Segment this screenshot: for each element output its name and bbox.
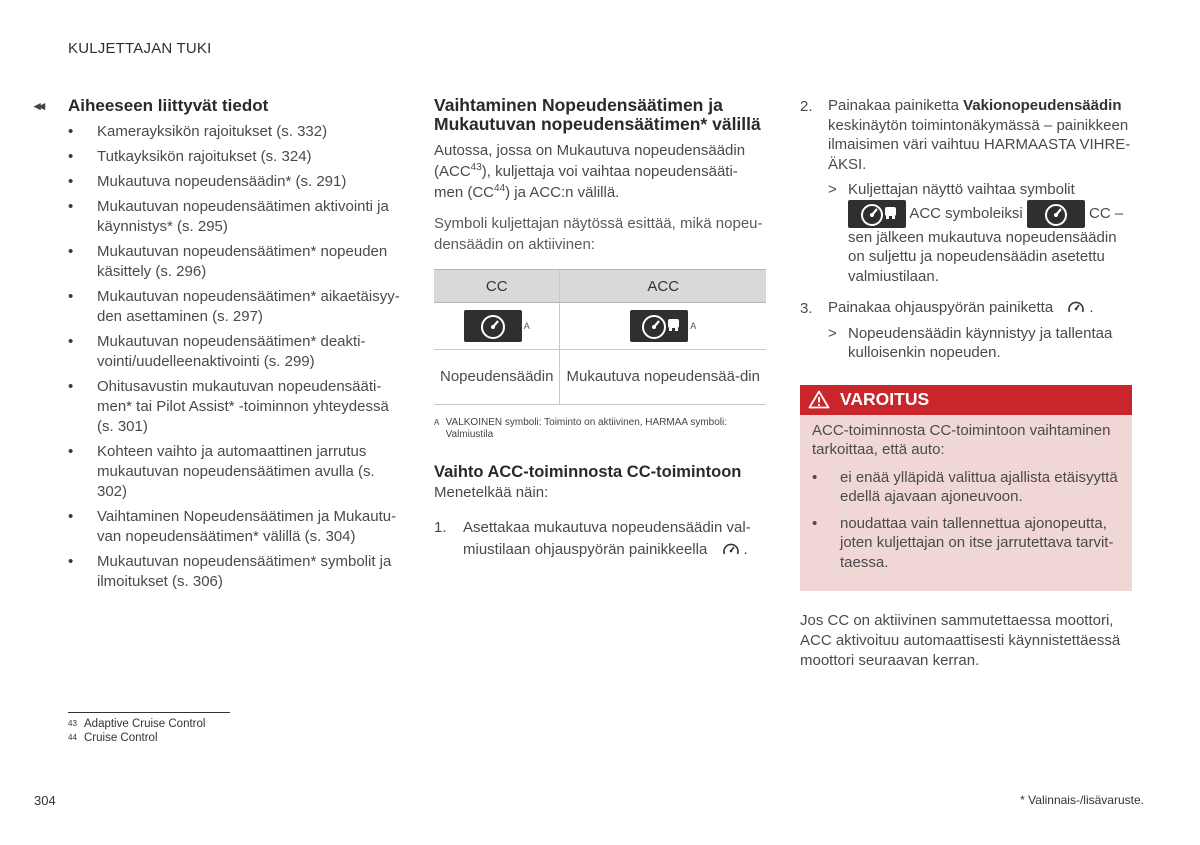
result-marker: > [828, 324, 837, 342]
bullet: • [68, 198, 74, 215]
warning-list [812, 468, 1120, 573]
symbol-table [434, 269, 766, 405]
step-2 [800, 96, 1132, 286]
result-text-b: ACC symboleiksi [906, 204, 1027, 222]
related-heading: Aiheeseen liittyvät tiedot [68, 96, 269, 115]
step-1 [434, 517, 766, 561]
related-link[interactable]: Kohteen vaihto ja automaattinen jarrutus mukautuvan nopeudensäätimen avulla (s. 302) [97, 443, 375, 500]
list-item [812, 514, 1120, 573]
footnote-ref-44[interactable]: 44 [494, 183, 506, 194]
table-footnote-marker: A [434, 418, 440, 427]
cruise-control-icon [464, 310, 522, 342]
footnote-44 [68, 731, 205, 745]
related-link[interactable]: Tutkayksikön rajoitukset (s. 324) [97, 148, 312, 165]
step-3 [800, 298, 1132, 363]
table-row [434, 303, 766, 350]
subsection-title: Vaihto ACC-toiminnosta CC-toimintoon [434, 463, 742, 481]
list-item [812, 468, 1120, 507]
bullet: • [68, 288, 74, 305]
intro-text-a: Autossa, jossa on Mukautuva nopeudensäädin (ACC [434, 142, 746, 180]
warning-title: VAROITUS [840, 389, 930, 409]
table-footnote-text: VALKOINEN symboli: Toiminto on aktiivinen, HARMAA symboli: Valmiustila [445, 417, 727, 440]
footnote-text: Adaptive Cruise Control [84, 718, 206, 730]
list-item[interactable] [34, 197, 406, 237]
page-number: 304 [34, 793, 56, 808]
footnote-43 [68, 717, 205, 731]
step-3-end: . [1089, 299, 1094, 316]
cruise-control-icon [1027, 200, 1085, 228]
after-warning-paragraph: Jos CC on aktiivinen sammutettaessa moottori, ACC aktivoituu automaattisesti käynnistettäessä moottori seuraavan kerran. [800, 612, 1121, 669]
cruise-control-button-name: Vakionopeudensäädin [963, 97, 1122, 114]
list-item[interactable] [34, 172, 406, 192]
bullet: • [68, 173, 74, 190]
step-3-text: Painakaa ohjauspyörän painiketta [828, 299, 1054, 316]
related-link[interactable]: Vaihtaminen Nopeudensäätimen ja Mukautu-van nopeudensäätimen* välillä (s. 304) [97, 508, 397, 545]
step-3-result [828, 324, 1132, 363]
list-item[interactable] [34, 122, 406, 142]
step-2-text-b: keskinäytön toimintonäkymässä – painikkeen ilmaisimen väri vaihtuu HARMAASTA VIHRE-ÄKSI. [828, 116, 1131, 173]
related-link[interactable]: Mukautuvan nopeudensäätimen* aikaetäisyy-den asettaminen (s. 297) [97, 288, 400, 325]
acc-symbol-cell [560, 303, 766, 350]
bullet: • [68, 553, 74, 570]
back-arrows-icon[interactable]: ◂◂ [34, 98, 44, 113]
steps-list [434, 517, 766, 561]
footnote-divider [68, 712, 230, 713]
bullet: • [68, 333, 74, 350]
right-column [800, 96, 1132, 671]
footnote-ref-43[interactable]: 43 [470, 162, 482, 173]
table-header-cc: CC [434, 270, 560, 303]
subsection-intro: Menetelkää näin: [434, 484, 549, 501]
list-item[interactable] [34, 507, 406, 547]
intro-text-c: ) ja ACC:n välillä. [505, 184, 620, 201]
adaptive-cruise-control-icon [630, 310, 688, 342]
related-link[interactable]: Kamerayksikön rajoitukset (s. 332) [97, 123, 328, 140]
result-text-a: Kuljettajan näyttö vaihtaa symbolit [848, 181, 1075, 198]
bullet: • [68, 508, 74, 525]
bullet: • [68, 148, 74, 165]
bullet: • [68, 378, 74, 395]
related-link[interactable]: Mukautuva nopeudensäädin* (s. 291) [97, 173, 347, 190]
list-item[interactable] [34, 147, 406, 167]
table-row [434, 350, 766, 405]
bullet: • [68, 123, 74, 140]
related-heading-row [34, 96, 406, 116]
related-link[interactable]: Mukautuvan nopeudensäätimen* deakti-vointi/uudelleenaktivointi (s. 299) [97, 333, 366, 370]
warning-item-text: ei enää ylläpidä valittua ajallista etäisyyttä edellä ajavaan ajoneuvoon. [840, 468, 1118, 505]
cc-label-cell: Nopeudensäädin [434, 350, 560, 405]
main-section [434, 96, 766, 561]
adaptive-cruise-control-icon [848, 200, 906, 228]
acc-label-cell: Mukautuva nopeudensää-din [560, 350, 766, 405]
related-link[interactable]: Mukautuvan nopeudensäätimen aktivointi ja käynnistys* (s. 295) [97, 198, 389, 235]
step-number: 3. [800, 300, 813, 317]
bullet: • [812, 468, 818, 486]
footnote-marker: 43 [68, 719, 77, 728]
warning-item-text: noudattaa vain tallennettua ajonopeutta, joten kuljettajan on itse jarrutettava tarvit-taessa. [840, 514, 1114, 571]
cc-symbol-cell [434, 303, 560, 350]
list-item[interactable] [34, 242, 406, 282]
warning-box [800, 385, 1132, 592]
page-header: KULJETTAJAN TUKI [68, 40, 212, 57]
step-1-end: . [743, 541, 748, 558]
result-marker: > [828, 181, 837, 198]
related-topics [34, 96, 406, 597]
step-number: 1. [434, 519, 447, 536]
footnote-text: Cruise Control [84, 732, 158, 744]
related-link[interactable]: Mukautuvan nopeudensäätimen* symbolit ja ilmoitukset (s. 306) [97, 553, 392, 590]
table-header-acc: ACC [560, 270, 766, 303]
step-number: 2. [800, 98, 813, 115]
warning-intro: ACC-toiminnosta CC-toimintoon vaihtaminen tarkoittaa, että auto: [812, 421, 1111, 458]
bullet: • [68, 443, 74, 460]
list-item[interactable] [34, 332, 406, 372]
footnotes [68, 717, 205, 745]
optional-equipment-note: * Valinnais-/lisävaruste. [1020, 793, 1144, 807]
symbol-paragraph: Symboli kuljettajan näytössä esittää, mikä nopeu-densäädin on aktiivinen: [434, 215, 763, 253]
steering-wheel-button-icon [1067, 300, 1085, 316]
steering-wheel-button-icon [722, 542, 740, 558]
bullet: • [68, 243, 74, 260]
footnote-marker: 44 [68, 733, 77, 742]
list-item[interactable] [34, 287, 406, 327]
step-1-text: Asettakaa mukautuva nopeudensäädin val-miustilaan ohjauspyörän painikkeella [463, 519, 751, 558]
list-item[interactable] [34, 377, 406, 437]
list-item[interactable] [34, 442, 406, 502]
steps-list-continued [800, 96, 1132, 363]
result-text-c: CC – sen jälkeen mukautuva nopeudensäädin on suljettu ja nopeudensäädin asetettu valmiustilaan. [848, 204, 1124, 285]
symbol-footnote-ref: A [523, 321, 530, 331]
result-3-text: Nopeudensäädin käynnistyy ja tallentaa kulloisenkin nopeuden. [848, 324, 1113, 361]
list-item[interactable] [34, 552, 406, 592]
step-2-result [828, 180, 1132, 286]
warning-triangle-icon [808, 390, 830, 409]
symbol-footnote-ref: A [690, 321, 697, 331]
table-header-row [434, 270, 766, 303]
related-list [34, 122, 406, 592]
section-title: Vaihtaminen Nopeudensäätimen ja Mukautuvan nopeudensäätimen* välillä [434, 95, 761, 134]
step-2-text-a: Painakaa painiketta [828, 97, 964, 114]
related-link[interactable]: Mukautuvan nopeudensäätimen* nopeuden käsittely (s. 296) [97, 243, 388, 280]
bullet: • [812, 514, 818, 532]
intro-text-b: ), kuljettaja voi vaihtaa nopeudensääti-men (CC [434, 163, 738, 201]
warning-body [800, 415, 1132, 592]
table-footnote [434, 417, 766, 441]
warning-header [800, 385, 1132, 415]
related-link[interactable]: Ohitusavustin mukautuvan nopeudensääti-men* tai Pilot Assist* -toiminnon yhteydessä (s. 301) [97, 378, 389, 435]
intro-paragraph [434, 140, 766, 203]
